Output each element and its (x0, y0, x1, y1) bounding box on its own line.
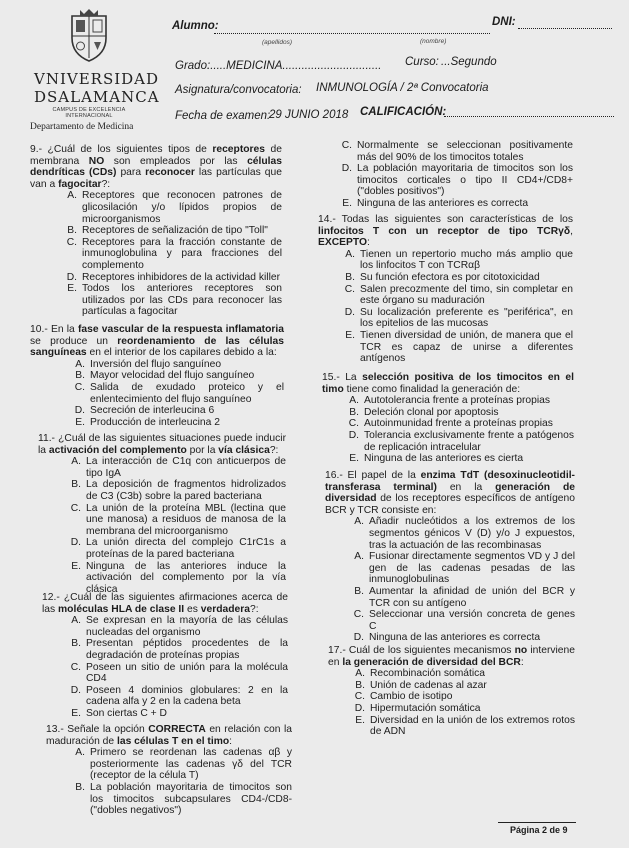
option[interactable]: A. Fusionar directamente segmentos VD y J del gen de las cadenas pesadas de las inmunoglobulinas (354, 551, 575, 586)
curso-label: Curso: (405, 56, 439, 68)
question-stem: 14.- Todas las siguientes son características de los linfocitos T con un receptor de tipo TCRγδ, EXCEPTO: (318, 214, 573, 249)
curso-value: ...Segundo (441, 56, 497, 68)
option[interactable]: D. Ninguna de las anteriores es correcta (353, 632, 541, 644)
option[interactable]: D. Secreción de interleucina 6 (74, 405, 215, 417)
question-stem: 10.- En la fase vascular de la respuesta inflamatoria se produce un reordenamiento de las células sanguíneas en el interior de los capilares debido a la: (30, 324, 284, 359)
option[interactable]: B. La deposición de fragmentos hidrolizados de C3 (C3b) sobre la pared bacteriana (71, 479, 286, 502)
option[interactable]: C. Receptores para la fracción constante de inmunoglobulina y para fracciones del complemento (66, 236, 282, 271)
dni-label: DNI: (492, 16, 516, 28)
question-13 (46, 724, 292, 817)
question-stem: 11.- ¿Cuál de las siguientes situaciones puede inducir la activación del complemento por la vía clásica?: (38, 433, 286, 456)
option[interactable]: E. Producción de interleucina 2 (75, 416, 220, 428)
asignatura-value: INMUNOLOGÍA / 2ª Convocatoria (316, 82, 489, 94)
option[interactable]: A. Recombinación somática (355, 668, 486, 680)
option[interactable]: E. Todos los anteriores receptores son utilizados por las CDs para reconocer las partículas a fagocitar (67, 283, 282, 318)
question-stem: 12.- ¿Cuál de las siguientes afirmaciones acerca de las moléculas HLA de clase II es verdadera?: (42, 592, 288, 615)
option[interactable]: A. Inversión del flujo sanguíneo (75, 358, 222, 370)
option[interactable]: D. La población mayoritaria de timocitos son los timocitos corticales o tipo II CD4+/CD8+ ("dobles positivos") (341, 163, 573, 198)
asignatura-label: Asignatura/convocatoria: (175, 84, 302, 96)
option[interactable]: B. Aumentar la afinidad de unión del BCR y TCR con su antígeno (354, 585, 575, 609)
question-stem: 15.- La selección positiva de los timocitos en el timo tiene como finalidad la generación de: (322, 372, 574, 395)
dni-line[interactable] (518, 28, 612, 29)
question-9 (30, 144, 282, 318)
options-list (322, 395, 574, 465)
options-list (30, 359, 284, 429)
option[interactable]: C. Seleccionar una versión concreta de genes C (353, 609, 575, 632)
option[interactable]: D. Poseen 4 dominios globulares: 2 en la cadena alfa y 2 en la cadena beta (70, 684, 288, 708)
apellidos-caption: (apellidos) (262, 39, 292, 46)
option[interactable]: B. Su función efectora es por citotoxicidad (345, 271, 540, 283)
options-list (42, 615, 288, 719)
question-17 (328, 645, 575, 738)
option[interactable]: B. Presentan péptidos procedentes de la degradación de proteínas propias (71, 638, 288, 661)
calificacion-line[interactable] (444, 116, 614, 117)
university-logo (34, 8, 160, 119)
option[interactable]: E. Tienen diversidad de unión, de manera que el TCR es capaz de unirse a diferentes antígenos (345, 329, 573, 365)
question-13-continued (335, 140, 573, 210)
question-12 (42, 592, 288, 720)
option[interactable]: A. Se expresan en la mayoría de las células nucleadas del organismo (71, 615, 288, 638)
question-stem: 13.- Señale la opción CORRECTA en relación con la maduración de las células T en el timo: (46, 724, 292, 747)
question-10 (30, 324, 284, 428)
nombre-caption: (nombre) (420, 38, 447, 45)
question-16 (325, 470, 575, 644)
option[interactable]: E. Son ciertas C + D (71, 707, 167, 719)
option[interactable]: E. Diversidad en la unión de los extremos rotos de ADN (355, 714, 575, 738)
options-list (328, 668, 575, 738)
footer-rule (498, 822, 576, 823)
university-name-line2: DSALAMANCA (34, 88, 160, 106)
university-name-line1: VNIVERSIDAD (34, 70, 160, 88)
fecha-label: Fecha de examen: (175, 110, 271, 122)
option[interactable]: D. Su localización preferente es "periférica", en los epitelios de las mucosas (344, 306, 573, 330)
option[interactable]: B. La población mayoritaria de timocitos son los timocitos subcapsulares CD4-/CD8- ("dobles negativos") (75, 781, 292, 817)
department-name: Departamento de Medicina (30, 122, 134, 132)
question-15 (322, 372, 574, 465)
calificacion-label: CALIFICACIÓN: (360, 106, 447, 118)
option[interactable]: C. Salida de exudado proteico y el enlentecimiento del flujo sanguíneo (74, 381, 284, 405)
option[interactable]: B. Unión de cadenas al azar (355, 679, 487, 691)
options-list (38, 456, 286, 595)
option[interactable]: D. La unión directa del complejo C1rC1s a proteínas de la pared bacteriana (70, 537, 286, 560)
grado-value: ......MEDICINA............................... (207, 60, 382, 72)
grado-label: Grado: (175, 60, 211, 72)
option[interactable]: C. Salen precozmente del timo, sin completar en este órgano su maduración (344, 283, 573, 307)
option[interactable]: C. Cambio de isotipo (354, 691, 453, 703)
option[interactable]: C. La unión de la proteína MBL (lectina que une manosa) a residuos de manosa de la membrana del microorganismo (70, 502, 286, 537)
option[interactable]: E. Ninguna de las anteriores es correcta (342, 197, 529, 209)
option[interactable]: A. Añadir nucleótidos a los extremos de los segmentos génicos V (D) y/o J expuestos, tras la actuación de las recombinasas (354, 516, 575, 551)
option[interactable]: A. Receptores que reconocen patrones de glicosilación y/o lípidos propios de microorganismos (67, 190, 282, 225)
option[interactable]: D. Receptores inhibidores de la actividad killer (66, 271, 281, 283)
option[interactable]: E. Ninguna de las anteriores es cierta (349, 453, 524, 465)
option[interactable]: E. Ninguna de las anteriores induce la activación del complemento por la vía clásica (71, 560, 286, 595)
option[interactable]: A. Primero se reordenan las cadenas αβ y posteriormente las cadenas γδ del TCR (receptor de la célula T) (75, 747, 292, 782)
question-11 (38, 433, 286, 595)
option[interactable]: C. Poseen un sitio de unión para la molécula CD4 (70, 661, 288, 685)
question-stem: 17.- Cuál de los siguientes mecanismos no interviene en la generación de diversidad del BCR: (328, 645, 575, 668)
question-14 (318, 214, 573, 365)
option[interactable]: B. Mayor velocidad del flujo sanguíneo (75, 370, 255, 382)
question-stem: 9.- ¿Cuál de los siguientes tipos de receptores de membrana NO son empleados por las células dendríticas (CDs) para reconocer las partículas que van a fagocitar?: (30, 144, 282, 190)
option[interactable]: C. Normalmente se seleccionan positivamente más del 90% de los timocitos totales (341, 140, 573, 163)
option[interactable]: B. Receptores de señalización de tipo "Toll" (67, 225, 268, 237)
option[interactable]: A. Tienen un repertorio mucho más amplio que los linfocitos T con TCRαβ (345, 248, 573, 272)
option[interactable]: C. Autoinmunidad frente a proteínas propias (348, 418, 553, 430)
options-list (325, 516, 575, 644)
alumno-line[interactable] (214, 33, 490, 34)
campus-caption: CAMPUS DE EXCELENCIA INTERNACIONAL (52, 107, 126, 119)
question-stem: 16.- El papel de la enzima TdT (desoxinucleotidil-transferasa terminal) en la generación de diversidad de los receptores específicos de antígeno BCR y TCR consiste en: (325, 470, 575, 516)
fecha-value: 29 JUNIO 2018 (269, 109, 349, 121)
options-list (30, 190, 282, 318)
university-shield-icon (66, 8, 112, 64)
alumno-label: Alumno: (172, 20, 219, 32)
options-list (318, 249, 573, 365)
page-number: Página 2 de 9 (510, 825, 568, 835)
option[interactable]: A. Autotolerancia frente a proteínas propias (349, 395, 551, 407)
option[interactable]: D. Hipermutación somática (354, 702, 481, 714)
options-list (46, 747, 292, 817)
option[interactable]: B. Deleción clonal por apoptosis (349, 406, 499, 418)
option[interactable]: D. Tolerancia exclusivamente frente a patógenos de replicación intracelular (348, 429, 574, 453)
option[interactable]: A. La interacción de C1q con anticuerpos de tipo IgA (71, 456, 286, 479)
